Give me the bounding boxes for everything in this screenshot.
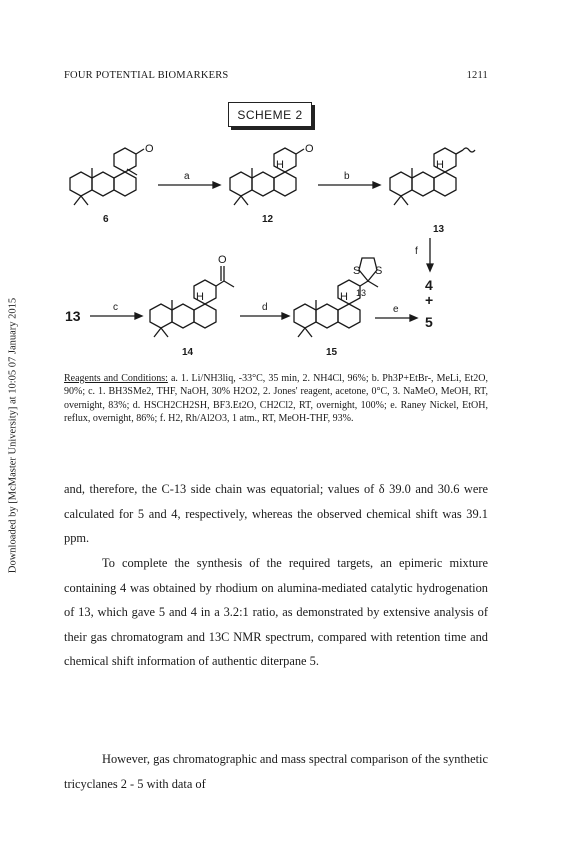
reagents-heading: Reagents and Conditions: — [64, 373, 168, 384]
step-b-label: b — [344, 171, 350, 182]
oxygen-label-14: O — [218, 254, 227, 266]
sulfur-label-left: S — [353, 265, 361, 277]
compound-14-label: 14 — [182, 347, 194, 358]
paragraph-3-container — [64, 747, 488, 796]
scheme-title: SCHEME 2 — [228, 102, 312, 127]
hydrogen-label-12: H — [276, 159, 284, 171]
compound-13-label: 13 — [433, 224, 445, 235]
product-4-label: 4 — [425, 277, 433, 293]
arrow-a-head — [213, 182, 220, 188]
hydrogen-label-14: H — [196, 291, 204, 303]
paragraph-2: To complete the synthesis of the required targets, an epimeric mixture containing 4 was obtained by rhodium on alumina-mediated catalytic hydrogenation of 13, which gave 5 and 4 in a 3.2:1 ratio, as demonstrated by extensive analysis of their gas chromatogram and 13C NMR spectrum, compared with retention time and chemical shift information of authentic diterpane 5. — [64, 556, 488, 668]
paragraph-1: and, therefore, the C-13 side chain was equatorial; values of δ 39.0 and 30.6 were calculated for 5 and 4, respectively, whereas the observed chemical shift was 39.1 ppm. — [64, 482, 488, 545]
reaction-scheme — [50, 130, 490, 370]
arrow-b-head — [373, 182, 380, 188]
download-watermark: Downloaded by [McMaster University] at 10:05 07 January 2015 — [7, 297, 19, 574]
compound-14-structure — [150, 266, 234, 337]
hydrogen-label-15: H — [340, 291, 348, 303]
oxygen-label-6: O — [145, 143, 154, 155]
position-13-label: 13 — [356, 288, 367, 298]
step-a-label: a — [184, 171, 190, 182]
paragraph-3: However, gas chromatographic and mass spectral comparison of the synthetic tricyclanes 2 - 5 with data of — [64, 752, 488, 791]
arrow-f-head — [427, 264, 433, 271]
compound-13-structure — [390, 148, 475, 205]
step-c-label: c — [113, 302, 118, 313]
compound-12-structure — [230, 148, 304, 205]
arrow-d-head — [282, 313, 289, 319]
reagents-text: a. 1. Li/NH3liq, -33°C, 35 min, 2. NH4Cl, 96%; b. Ph3P+EtBr-, MeLi, Et2O, 90%; c. 1. BH3SMe2, THF, NaOH, 30% H2O2, 2. Jones' reagent, acetone, 0°C, 3. NaMeO, MeOH, RT, overnight, 83%; d. HSCH2CH2SH, BF3.Et2O, CH2Cl2, RT, overnight, 100%; e. Raney Nickel, EtOH, reflux, overnight, 86%; f. H2, Rh/Al2O3, 1 atm., RT, MeOH-THF, 93%. — [64, 373, 488, 425]
compound-12-label: 12 — [262, 214, 274, 225]
sulfur-label-right: S — [375, 265, 383, 277]
arrow-e-head — [410, 315, 417, 321]
starting-13-label: 13 — [65, 308, 81, 324]
paragraph-2-container — [64, 551, 488, 674]
paragraph-1-container — [64, 477, 488, 551]
arrow-c-head — [135, 313, 142, 319]
reagents-conditions — [64, 372, 488, 426]
compound-15-label: 15 — [326, 347, 338, 358]
hydrogen-label-13: H — [436, 159, 444, 171]
step-d-label: d — [262, 302, 268, 313]
page-number: 1211 — [466, 70, 488, 81]
oxygen-label-12: O — [305, 143, 314, 155]
step-f-label: f — [415, 246, 418, 257]
running-title: FOUR POTENTIAL BIOMARKERS — [64, 70, 229, 81]
product-5-label: 5 — [425, 314, 433, 330]
compound-6-structure — [70, 148, 144, 205]
plus-sign-top: + — [425, 292, 434, 308]
compound-6-label: 6 — [103, 214, 109, 225]
step-e-label: e — [393, 304, 399, 315]
